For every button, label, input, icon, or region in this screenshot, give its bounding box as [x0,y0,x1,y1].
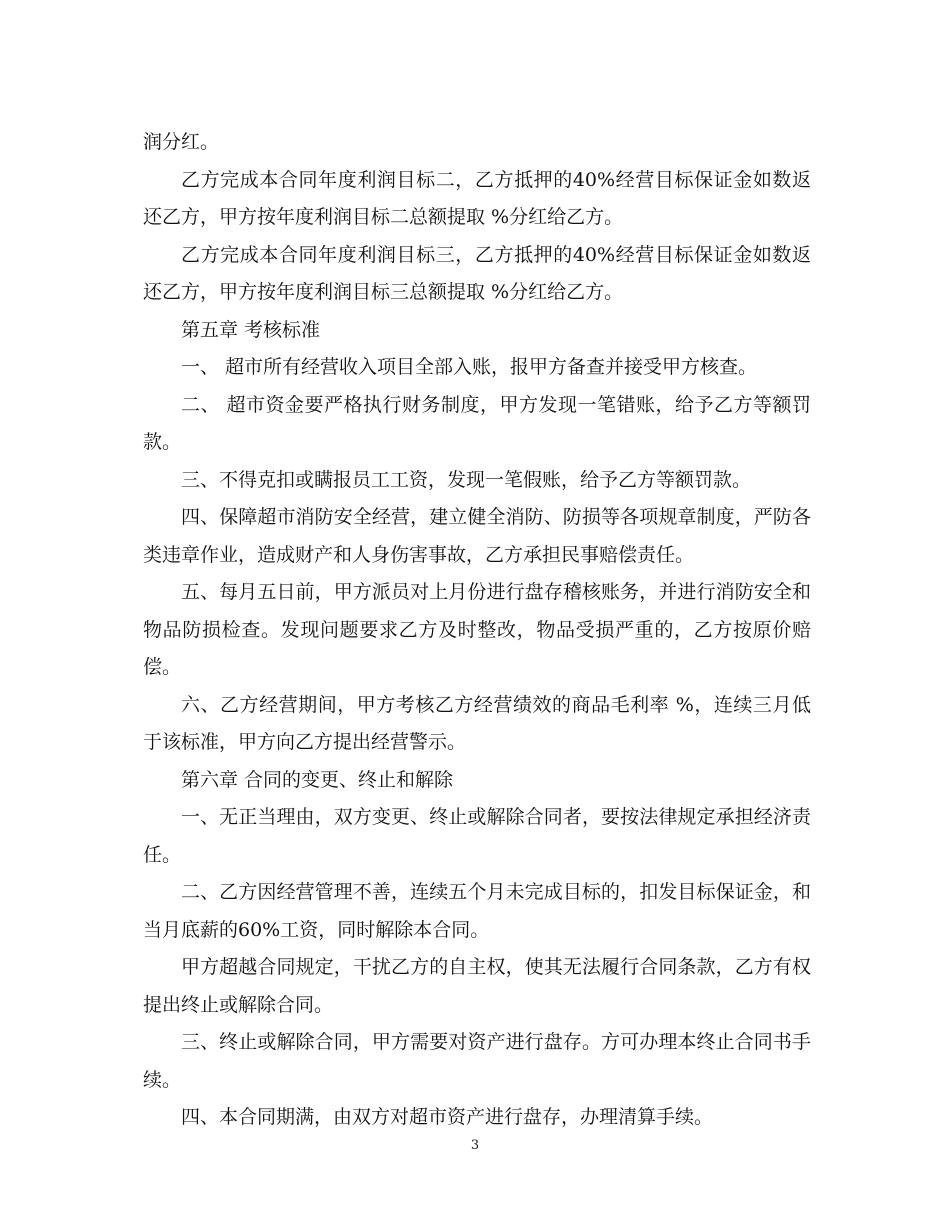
paragraph-3: 乙方完成本合同年度利润目标三，乙方抵押的40%经营目标保证金如数返还乙方，甲方按年度利润目标三总额提取 %分红给乙方。 [143,243,811,303]
paragraph-10: 六、乙方经营期间，甲方考核乙方经营绩效的商品毛利率 %，连续三月低于该标准，甲方向乙方提出经营警示。 [143,693,811,753]
paragraph-7: 三、不得克扣或瞒报员工工资，发现一笔假账，给予乙方等额罚款。 [181,468,752,491]
paragraph-5: 一、 超市所有经营收入项目全部入账，报甲方备查并接受甲方核查。 [181,356,758,378]
document-body [143,124,811,1137]
paragraph-12: 一、无正当理由，双方变更、终止或解除合同者，要按法律规定承担经济责任。 [143,806,811,866]
chapter-5-heading: 第五章 考核标准 [181,318,321,341]
paragraph-8: 四、保障超市消防安全经营，建立健全消防、防损等各项规章制度，严防各类违章作业，造成财产和人身伤害事故，乙方承担民事赔偿责任。 [143,506,811,566]
paragraph-14: 甲方超越合同规定，干扰乙方的自主权，使其无法履行合同条款，乙方有权提出终止或解除合同。 [143,956,811,1016]
paragraph-15: 三、终止或解除合同，甲方需要对资产进行盘存。方可办理本终止合同书手续。 [143,1031,811,1091]
paragraph-6: 二、 超市资金要严格执行财务制度，甲方发现一笔错账，给予乙方等额罚款。 [143,393,811,453]
paragraph-9: 五、每月五日前，甲方派员对上月份进行盘存稽核账务，并进行消防安全和物品防损检查。发现问题要求乙方及时整改，物品受损严重的，乙方按原价赔偿。 [143,581,811,678]
paragraph-16: 四、本合同期满，由双方对超市资产进行盘存，办理清算手续。 [181,1106,714,1128]
paragraph-1: 润分红。 [143,131,220,153]
paragraph-2: 乙方完成本合同年度利润目标二，乙方抵押的40%经营目标保证金如数返还乙方，甲方按年度利润目标二总额提取 %分红给乙方。 [143,168,811,228]
page-number: 3 [470,1138,480,1153]
chapter-6-heading: 第六章 合同的变更、终止和解除 [181,768,454,791]
paragraph-13: 二、乙方因经营管理不善，连续五个月未完成目标的，扣发目标保证金，和当月底薪的60%工资，同时解除本合同。 [143,881,811,941]
